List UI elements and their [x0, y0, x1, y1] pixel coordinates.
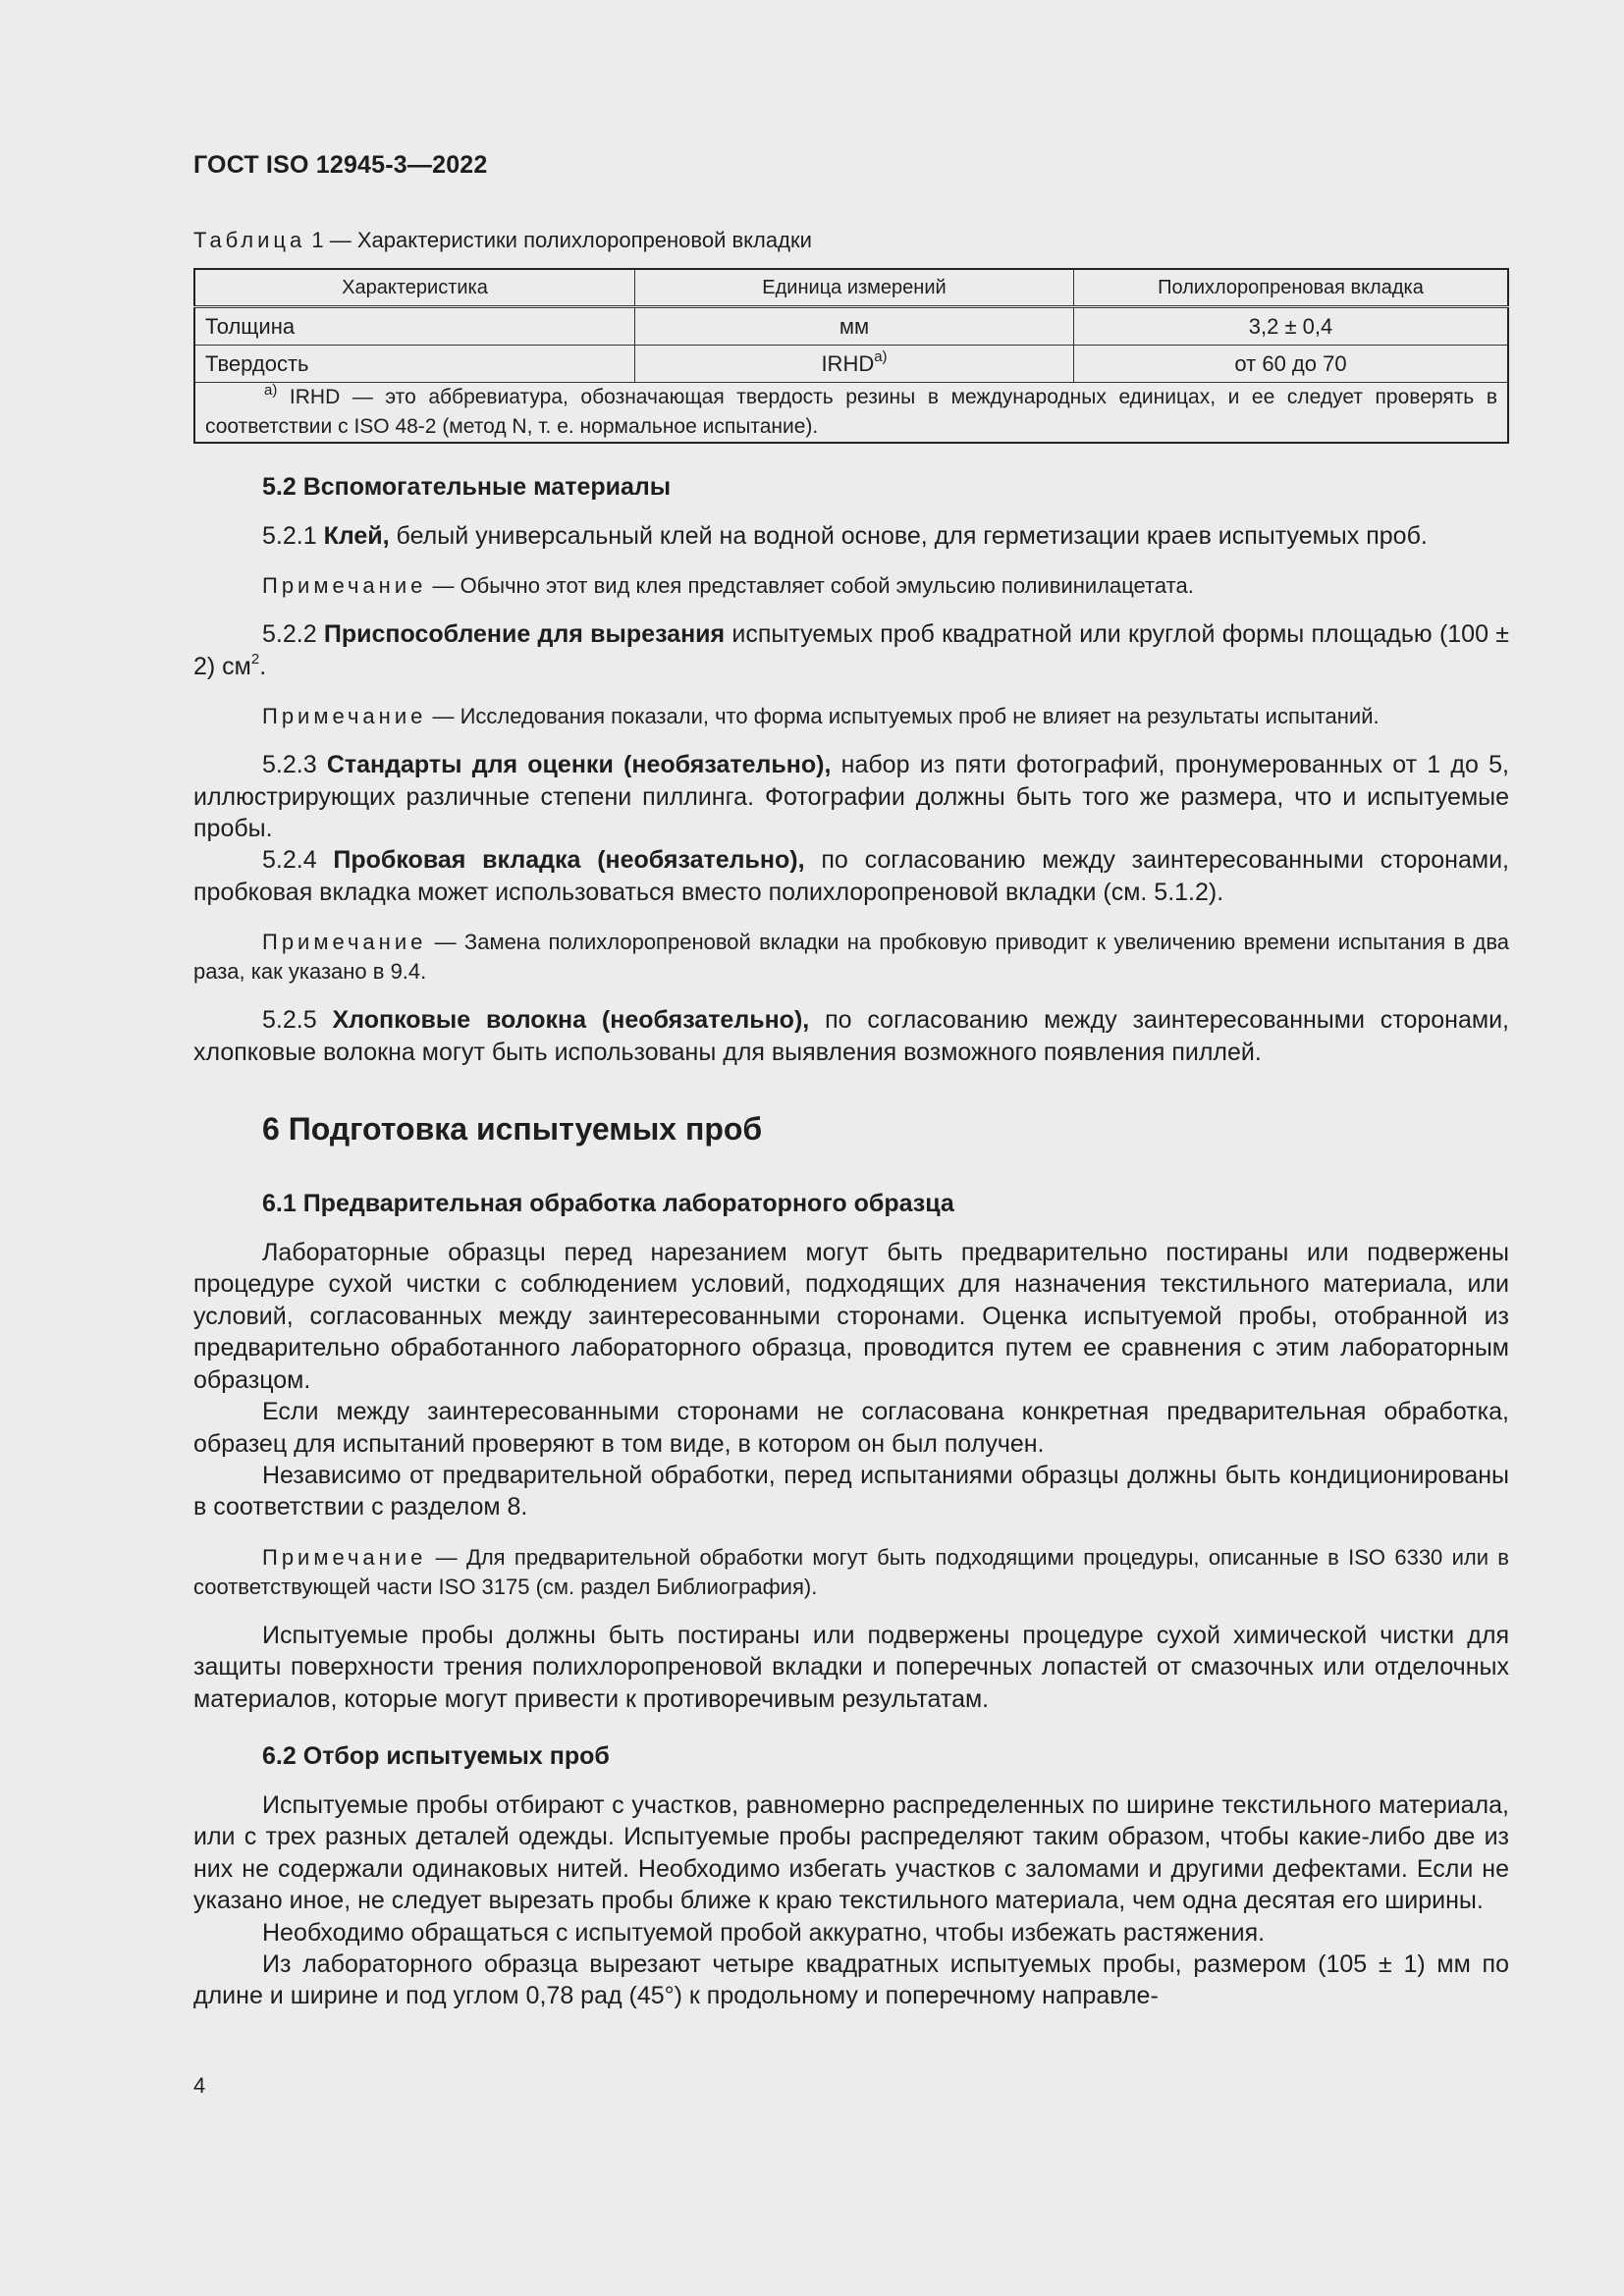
table-footnote-row [194, 383, 1508, 444]
clause-number: 5.2.3 [262, 751, 327, 779]
clause-term: Приспособление для вырезания [323, 620, 726, 649]
note-2 [193, 702, 1509, 731]
note-text: — Обычно этот вид клея представляет собой эмульсию поливинилацетата. [426, 573, 1194, 599]
table-cell-name: Твердость [194, 346, 635, 383]
footnote-mark: a) [264, 382, 278, 399]
note-4 [193, 1543, 1509, 1602]
table-cell-value: от 60 до 70 [1074, 346, 1509, 383]
table-header-cell: Характеристика [194, 269, 635, 307]
clause-text: по согласованию между заинтересованными сторонами, пробковая вкладка может использоваться вместо полихлоропреновой вкладки (см. 5.1.2). [193, 846, 1509, 906]
clause-text: набор из пяти фотографий, пронумерованных от 1 до 5, иллюстрирующих различные степени пиллинга. Фотографии должны быть того же размера, что и испытуемые пробы. [193, 751, 1510, 843]
clause-number: 5.2.1 [262, 522, 324, 550]
paragraph-6-1-b: Если между заинтересованными сторонами не согласована конкретная предварительная обработка, образец для испытаний проверяют в том виде, в котором он был получен. [193, 1398, 1509, 1458]
paragraph-6-2-c: Из лабораторного образца вырезают четыре квадратных испытуемых пробы, размером (105 ± 1) мм по длине и ширине и под углом 0,78 рад (45°) к продольному и поперечному направле- [193, 1949, 1509, 2010]
footnote-text: IRHD — это аббревиатура, обозначающая твердость резины в международных единицах, и ее следует проверять в соответствии с ISO 48-2 (метод N, т. е. нормальное испытание). [205, 386, 1497, 438]
unit-text: мм [839, 313, 870, 339]
table-caption-text: 1 — Характеристики полихлоропреновой вкладки [305, 228, 812, 252]
clause-text: испытуемых проб квадратной или круглой формы площадью (100 ± 2) см [193, 620, 1509, 680]
paragraph-5-2-4 [193, 844, 1509, 908]
clause-term: Хлопковые волокна (необязательно), [332, 1006, 810, 1035]
paragraph-6-2-b: Необходимо обращаться с испытуемой пробой аккуратно, чтобы избежать растяжения. [262, 1918, 1266, 1947]
table-caption-label: Таблица [193, 228, 306, 252]
note-label: Примечание [262, 573, 427, 599]
section-heading-6-1: 6.1 Предварительная обработка лабораторного образца [262, 1190, 954, 1218]
clause-term: Клей, [323, 522, 390, 550]
table-header-row [194, 269, 1508, 307]
note-text: — Замена полихлоропреновой вкладки на пробковую приводит к увеличению времени испытания в два раза, как указано в 9.4. [193, 930, 1509, 985]
paragraph-5-2-1 [193, 520, 1509, 552]
paragraph-5-2-3 [193, 749, 1509, 844]
table-cell-unit [635, 346, 1074, 383]
table-header-cell: Полихлоропреновая вкладка [1074, 269, 1509, 307]
paragraph-5-2-5 [193, 1004, 1509, 1068]
table-row [194, 346, 1508, 383]
page-number: 4 [193, 2073, 206, 2098]
table-row [194, 307, 1508, 346]
note-label: Примечание [262, 930, 427, 955]
document-body [193, 471, 1509, 2012]
characteristics-table [193, 268, 1509, 444]
unit-text: IRHD [821, 350, 875, 376]
table-footnote [194, 383, 1508, 444]
clause-number: 5.2.5 [262, 1006, 333, 1035]
note-3 [193, 928, 1509, 987]
note-text: — Для предварительной обработки могут быть подходящими процедуры, описанные в ISO 6330 или в соответствующей части ISO 3175 (см. раздел Библиография). [193, 1544, 1509, 1599]
clause-number: 5.2.4 [262, 846, 334, 875]
clause-text-end: . [259, 652, 267, 680]
paragraph-6-1-d: Испытуемые пробы должны быть постираны или подвержены процедуре сухой химической чистки для защиты поверхности трения полихлоропреновой вкладки и поперечных лопастей от смазочных или отделочных материалов, которые могут привести к противоречивым результатам. [193, 1621, 1509, 1713]
table-cell-name: Толщина [194, 307, 635, 346]
note-text: — Исследования показали, что форма испытуемых проб не влияет на результаты испытаний. [426, 704, 1380, 729]
section-heading-6: 6 Подготовка испытуемых проб [262, 1111, 763, 1148]
document-header: ГОСТ ISO 12945-3—2022 [193, 151, 488, 179]
paragraph-5-2-2 [193, 618, 1509, 682]
clause-text: белый универсальный клей на водной основе, для герметизации краев испытуемых проб. [389, 522, 1428, 550]
table-caption [193, 228, 812, 253]
superscript: 2 [250, 651, 260, 668]
clause-text: по согласованию между заинтересованными сторонами, хлопковые волокна могут быть использованы для выявления возможного появления пиллей. [193, 1006, 1509, 1066]
section-heading-6-2: 6.2 Отбор испытуемых проб [262, 1741, 610, 1770]
table-cell-unit [635, 307, 1074, 346]
paragraph-6-1-a: Лабораторные образцы перед нарезанием могут быть предварительно постираны или подвержены процедуре сухой чистки с соблюдением условий, подходящих для назначения текстильного материала, или условий, согласованных между заинтересованными сторонами. Оценка испытуемой пробы, отобранной из предварительно обработанного лабораторного образца, проводится путем ее сравнения с этим лабораторным образцом. [193, 1239, 1509, 1394]
footnote-ref: a) [874, 348, 888, 366]
clause-term: Стандарты для оценки (необязательно), [326, 751, 832, 779]
note-label: Примечание [262, 1544, 427, 1570]
note-1 [193, 571, 1509, 601]
paragraph-6-2-a: Испытуемые пробы отбирают с участков, равномерно распределенных по ширине текстильного материала, или с трех разных деталей одежды. Испытуемые пробы распределяют таким образом, чтобы какие-либо две из них не содержали одинаковых нитей. Необходимо избегать участков с заломами и другими дефектами. Если не указано иное, не следует вырезать пробы ближе к краю текстильного материала, чем одна десятая его ширины. [193, 1790, 1509, 1915]
clause-term: Пробковая вкладка (необязательно), [333, 846, 805, 875]
paragraph-6-1-c: Независимо от предварительной обработки, перед испытаниями образцы должны быть кондиционированы в соответствии с разделом 8. [193, 1461, 1509, 1522]
table-cell-value: 3,2 ± 0,4 [1074, 307, 1509, 346]
clause-number: 5.2.2 [262, 620, 324, 649]
section-heading-5-2: 5.2 Вспомогательные материалы [262, 473, 672, 501]
note-label: Примечание [262, 704, 427, 729]
table-header-cell: Единица измерений [635, 269, 1074, 307]
